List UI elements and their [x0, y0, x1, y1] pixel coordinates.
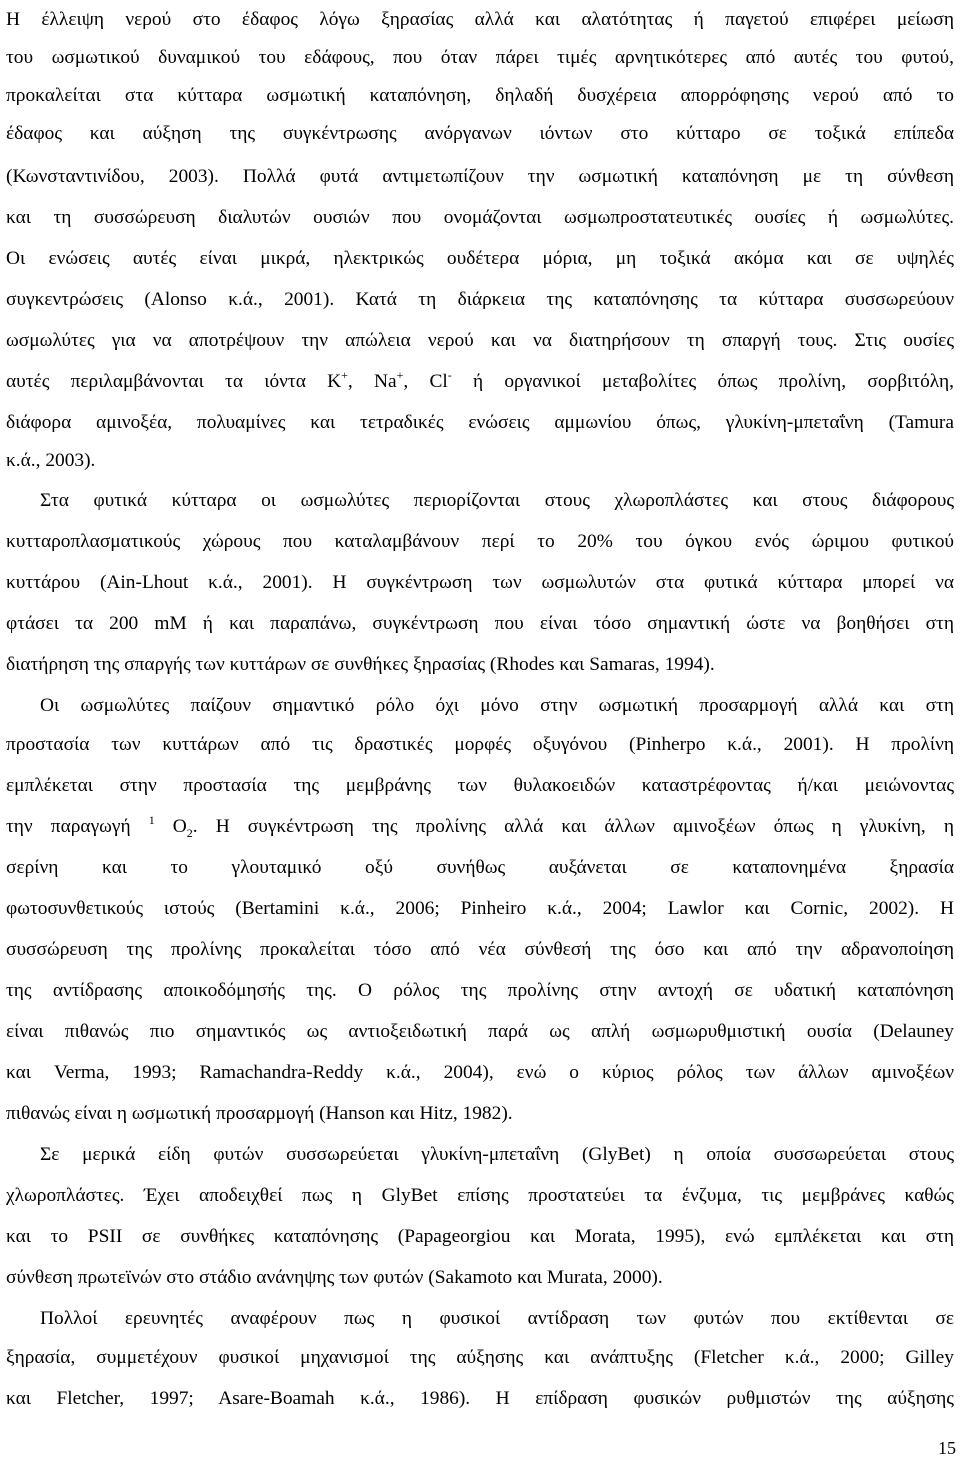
oxygen-line: την παραγωγή $^1$ $O_2$. Η συγκέντρωση της προλίνης αλλά και άλλων αμινοξέων όπως η γλυκίνη, η — [6, 813, 954, 840]
text-line: κ.ά., 2003). — [6, 450, 96, 471]
text-line: (Κωνσταντινίδου, 2003). Πολλά φυτά αντιμετωπίζουν την ωσμωτική καταπόνηση με τη σύνθεση — [6, 166, 954, 187]
document-page — [6, 0, 956, 1470]
text-line: είναι πιθανώς πιο σημαντικός ως αντιοξειδωτική παρά ως απλή ωσμωρυθμιστική ουσία (Delauney — [6, 1021, 954, 1042]
text-line: ωσμωλύτες για να αποτρέψουν την απώλεια νερού και να διατηρήσουν τη σπαργή τους. Στις ουσίες — [6, 330, 954, 351]
text-line: Στα φυτικά κύτταρα οι ωσμωλύτες περιορίζονται στους χλωροπλάστες και στους διάφορους — [40, 490, 954, 511]
text-line: συσσώρευση της προλίνης προκαλείται τόσο από νέα σύνθεσή της όσο και από την αδρανοποίηση — [6, 939, 954, 960]
text-line: σύνθεση πρωτεϊνών στο στάδιο ανάνηψης των φυτών (Sakamoto και Murata, 2000). — [6, 1267, 663, 1288]
text-line: φωτοσυνθετικούς ιστούς (Bertamini κ.ά., 2006; Pinheiro κ.ά., 2004; Lawlor και Cornic, 2002). Η — [6, 898, 954, 919]
text-line: και Verma, 1993; Ramachandra-Reddy κ.ά., 2004), ενώ ο κύριος ρόλος των άλλων αμινοξέων — [6, 1062, 954, 1083]
text-line: συγκεντρώσεις (Alonso κ.ά., 2001). Κατά τη διάρκεια της καταπόνησης τα κύτταρα συσσωρεύουν — [6, 289, 954, 310]
text-line: προκαλείται στα κύτταρα ωσμωτική καταπόνηση, δηλαδή δυσχέρεια απορρόφησης νερού από το — [6, 85, 954, 106]
ions-line: αυτές περιλαμβάνονται τα ιόντα K+, Na+, Cl- ή οργανικοί μεταβολίτες όπως προλίνη, σορβιτόλη, — [6, 368, 954, 392]
text-line: και τη συσσώρευση διαλυτών ουσιών που ονομάζονται ωσμωπροστατευτικές ουσίες ή ωσμωλύτες. — [6, 207, 954, 228]
text-line: του ωσμωτικού δυναμικού του εδάφους, που όταν πάρει τιμές αρνητικότερες από αυτές του φυτού, — [6, 47, 954, 68]
page-number: 15 — [938, 1438, 956, 1458]
text-line: Πολλοί ερευνητές αναφέρουν πως η φυσικοί αντίδραση των φυτών που εκτίθενται σε — [40, 1308, 954, 1329]
text-line: της αντίδρασης αποικοδόμησής της. Ο ρόλος της προλίνης στην αντοχή σε υδατική καταπόνηση — [6, 980, 954, 1001]
text-line: Οι ωσμωλύτες παίζουν σημαντικό ρόλο όχι μόνο στην ωσμωτική προσαρμογή αλλά και στη — [40, 695, 954, 716]
text-line: κυτταροπλασματικούς χώρους που καταλαμβάνουν περί το 20% του όγκου ενός ώριμου φυτικού — [6, 531, 954, 552]
text-line: πιθανώς είναι η ωσμωτική προσαρμογή (Hanson και Hitz, 1982). — [6, 1103, 513, 1124]
text-line: ξηρασία, συμμετέχουν φυσικοί μηχανισμοί της αύξησης και ανάπτυξης (Fletcher κ.ά., 2000; Gilley — [6, 1347, 954, 1368]
text-line: και το PSII σε συνθήκες καταπόνησης (Papageorgiou και Morata, 1995), ενώ εμπλέκεται και στη — [6, 1226, 954, 1247]
text-line: χλωροπλάστες. Έχει αποδειχθεί πως η GlyBet επίσης προστατεύει τα ένζυμα, τις μεμβράνες καθώς — [6, 1185, 954, 1206]
text-line: φτάσει τα 200 mM ή και παραπάνω, συγκέντρωση που είναι τόσο σημαντική ώστε να βοηθήσει στη — [6, 613, 954, 634]
potassium-charge: + — [341, 368, 348, 382]
text-line: έδαφος και αύξηση της συγκέντρωσης ανόργανων ιόντων στο κύτταρο σε τοξικά επίπεδα — [6, 123, 954, 144]
chloride-charge: - — [447, 368, 452, 382]
text-line: εμπλέκεται στην προστασία της μεμβράνης των θυλακοειδών καταστρέφοντας ή/και μειώνοντας — [6, 775, 954, 796]
text-line: διάφορα αμινοξέα, πολυαμίνες και τετραδικές ενώσεις αμμωνίου όπως, γλυκίνη-μπεταΐνη (Tamura — [6, 412, 954, 433]
text-line: και Fletcher, 1997; Asare-Boamah κ.ά., 1986). Η επίδραση φυσικών ρυθμιστών της αύξησης — [6, 1388, 954, 1409]
oxygen-subscript: 2 — [186, 826, 193, 840]
sodium-charge: + — [396, 368, 404, 382]
text-line: Η έλλειψη νερού στο έδαφος λόγω ξηρασίας αλλά και αλατότητας ή παγετού επιφέρει μείωση — [6, 9, 954, 30]
text-line: προστασία των κυττάρων από τις δραστικές μορφές οξυγόνου (Pinherpo κ.ά., 2001). Η προλίνη — [6, 734, 954, 755]
text-line: σερίνη και το γλουταμικό οξύ συνήθως αυξάνεται σε καταπονημένα ξηρασία — [6, 857, 954, 878]
text-line: Σε μερικά είδη φυτών συσσωρεύεται γλυκίνη-μπεταΐνη (GlyBet) η οποία συσσωρεύεται στους — [40, 1144, 954, 1165]
text-line: διατήρηση της σπαργής των κυττάρων σε συνθήκες ξηρασίας (Rhodes και Samaras, 1994). — [6, 654, 715, 675]
singlet-superscript: 1 — [148, 813, 155, 827]
text-line: Οι ενώσεις αυτές είναι μικρά, ηλεκτρικώς ουδέτερα μόρια, μη τοξικά ακόμα και σε υψηλές — [6, 248, 954, 269]
text-line: κυττάρου (Ain-Lhout κ.ά., 2001). Η συγκέντρωση των ωσμωλυτών στα φυτικά κύτταρα μπορεί να — [6, 572, 954, 593]
